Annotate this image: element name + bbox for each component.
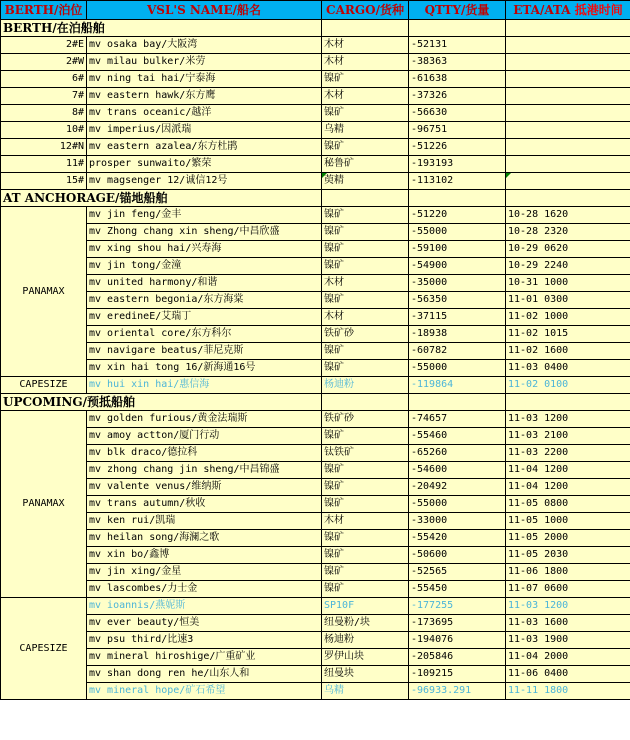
section-label: UPCOMING/预抵船舶	[1, 394, 322, 411]
cargo-cell: 萸精	[322, 173, 409, 190]
header-vessel: VSL'S NAME/船名	[87, 1, 322, 20]
vessel-cell: mv golden furious/黄金法瑞斯	[87, 411, 322, 428]
table-row	[1, 139, 630, 156]
cargo-cell: 罗伊山块	[322, 649, 409, 666]
qtty-cell: -205846	[409, 649, 506, 666]
cargo-cell: 镍矿	[322, 139, 409, 156]
table-row	[1, 479, 630, 496]
vessel-cell: mv ever beauty/恒美	[87, 615, 322, 632]
section-row-berth	[1, 20, 630, 37]
vessel-cell: mv ning tai hai/宁泰海	[87, 71, 322, 88]
group-label: CAPESIZE	[1, 598, 87, 700]
table-row	[1, 581, 630, 598]
section-label: BERTH/在泊船舶	[1, 20, 322, 37]
table-row	[1, 105, 630, 122]
cargo-cell: 镍矿	[322, 71, 409, 88]
vessel-cell: mv mineral hope/矿石希望	[87, 683, 322, 700]
empty-cell	[409, 190, 506, 207]
table-row	[1, 173, 630, 190]
cargo-cell: 乌精	[322, 122, 409, 139]
eta-cell	[506, 156, 630, 173]
eta-cell: 11-05 2000	[506, 530, 630, 547]
table-row	[1, 428, 630, 445]
vessel-cell: mv milau bulker/米劳	[87, 54, 322, 71]
vessel-cell: mv navigare beatus/菲尼克斯	[87, 343, 322, 360]
cargo-cell: 镍矿	[322, 428, 409, 445]
qtty-cell: -61638	[409, 71, 506, 88]
cargo-cell: 镍矿	[322, 581, 409, 598]
table-row	[1, 37, 630, 54]
eta-cell: 11-05 1000	[506, 513, 630, 530]
cargo-cell: 镍矿	[322, 530, 409, 547]
qtty-cell: -54600	[409, 462, 506, 479]
eta-cell: 11-05 2030	[506, 547, 630, 564]
table-row	[1, 241, 630, 258]
eta-cell	[506, 122, 630, 139]
qtty-cell: -54900	[409, 258, 506, 275]
eta-cell	[506, 88, 630, 105]
berth-cell: 7#	[1, 88, 87, 105]
table-row	[1, 207, 630, 224]
qtty-cell: -60782	[409, 343, 506, 360]
vessel-cell: mv imperius/因派瑞	[87, 122, 322, 139]
cargo-cell: 镍矿	[322, 479, 409, 496]
eta-cell: 11-02 1000	[506, 309, 630, 326]
table-row	[1, 615, 630, 632]
eta-cell: 11-04 2000	[506, 649, 630, 666]
table-row	[1, 547, 630, 564]
cargo-cell: 木材	[322, 513, 409, 530]
table-row	[1, 258, 630, 275]
qtty-cell: -55450	[409, 581, 506, 598]
eta-cell: 11-02 0100	[506, 377, 630, 394]
qtty-cell: -109215	[409, 666, 506, 683]
eta-cell: 11-06 0400	[506, 666, 630, 683]
qtty-cell: -50600	[409, 547, 506, 564]
group-label: CAPESIZE	[1, 377, 87, 394]
cargo-cell: 杨迪粉	[322, 377, 409, 394]
header-cargo: CARGO/货种	[322, 1, 409, 20]
eta-cell: 11-02 1600	[506, 343, 630, 360]
cargo-cell: 镍矿	[322, 105, 409, 122]
vessel-cell: mv trans oceanic/越洋	[87, 105, 322, 122]
vessel-cell: mv jin xing/金星	[87, 564, 322, 581]
berth-cell: 2#E	[1, 37, 87, 54]
table-row	[1, 122, 630, 139]
qtty-cell: -20492	[409, 479, 506, 496]
table-row	[1, 564, 630, 581]
table-row	[1, 462, 630, 479]
qtty-cell: -38363	[409, 54, 506, 71]
qtty-cell: -56350	[409, 292, 506, 309]
qtty-cell: -37115	[409, 309, 506, 326]
cargo-cell: 木材	[322, 37, 409, 54]
group-label: PANAMAX	[1, 411, 87, 598]
vessel-cell: mv amoy actton/厦门行动	[87, 428, 322, 445]
vessel-cell: mv valente venus/维纳斯	[87, 479, 322, 496]
eta-cell: 11-01 0300	[506, 292, 630, 309]
vessel-cell: mv trans autumn/秋收	[87, 496, 322, 513]
qtty-cell: -113102	[409, 173, 506, 190]
eta-cell: 11-03 0400	[506, 360, 630, 377]
table-row	[1, 666, 630, 683]
eta-cell: 11-03 2200	[506, 445, 630, 462]
eta-cell: 10-29 2240	[506, 258, 630, 275]
table-row	[1, 411, 630, 428]
eta-cell: 11-03 1900	[506, 632, 630, 649]
table-row	[1, 88, 630, 105]
section-row-upcoming	[1, 394, 630, 411]
table-row	[1, 224, 630, 241]
cargo-cell: 铁矿砂	[322, 326, 409, 343]
cargo-cell: 纽曼粉/块	[322, 615, 409, 632]
qtty-cell: -173695	[409, 615, 506, 632]
cargo-cell: 杨迪粉	[322, 632, 409, 649]
vessel-cell: mv jin tong/金潼	[87, 258, 322, 275]
cargo-cell: 秘鲁矿	[322, 156, 409, 173]
qtty-cell: -96751	[409, 122, 506, 139]
table-row	[1, 377, 630, 394]
vessel-cell: mv mineral hiroshige/广重矿业	[87, 649, 322, 666]
eta-cell: 11-04 1200	[506, 462, 630, 479]
eta-cell: 11-03 1200	[506, 411, 630, 428]
vessel-cell: mv eastern azalea/东方杜鹃	[87, 139, 322, 156]
cargo-cell: 木材	[322, 275, 409, 292]
cargo-cell: 镍矿	[322, 207, 409, 224]
cargo-cell: 镍矿	[322, 496, 409, 513]
cargo-cell: 镍矿	[322, 564, 409, 581]
vessel-cell: mv eredineE/艾瑞丁	[87, 309, 322, 326]
table-row	[1, 683, 630, 700]
vessel-cell: mv xing shou hai/兴寿海	[87, 241, 322, 258]
vessel-cell: mv ioannis/燕妮斯	[87, 598, 322, 615]
qtty-cell: -52565	[409, 564, 506, 581]
eta-cell	[506, 71, 630, 88]
empty-cell	[506, 20, 630, 37]
qtty-cell: -194076	[409, 632, 506, 649]
eta-cell: 10-31 1000	[506, 275, 630, 292]
eta-cell: 11-07 0600	[506, 581, 630, 598]
qtty-cell: -51220	[409, 207, 506, 224]
empty-cell	[322, 394, 409, 411]
header-eta	[506, 1, 630, 20]
table-row	[1, 496, 630, 513]
eta-cell: 11-06 1800	[506, 564, 630, 581]
qtty-cell: -35000	[409, 275, 506, 292]
berth-cell: 15#	[1, 173, 87, 190]
eta-cell: 11-03 1600	[506, 615, 630, 632]
vessel-cell: mv eastern begonia/东方海棠	[87, 292, 322, 309]
eta-cell: 11-03 1200	[506, 598, 630, 615]
table-row	[1, 292, 630, 309]
qtty-cell: -96933.291	[409, 683, 506, 700]
vessel-cell: mv oriental core/东方科尔	[87, 326, 322, 343]
berth-cell: 11#	[1, 156, 87, 173]
eta-cell: 10-28 2320	[506, 224, 630, 241]
cargo-cell: 镍矿	[322, 343, 409, 360]
vessel-cell: mv xin bo/鑫博	[87, 547, 322, 564]
vessel-cell: mv psu third/比速3	[87, 632, 322, 649]
empty-cell	[409, 394, 506, 411]
qtty-cell: -119864	[409, 377, 506, 394]
table-row	[1, 632, 630, 649]
qtty-cell: -52131	[409, 37, 506, 54]
cargo-cell: 钛铁矿	[322, 445, 409, 462]
table-row	[1, 343, 630, 360]
cargo-cell: 镍矿	[322, 224, 409, 241]
table-row	[1, 649, 630, 666]
vessel-cell: mv shan dong ren he/山东人和	[87, 666, 322, 683]
cargo-cell: SP10F	[322, 598, 409, 615]
group-label: PANAMAX	[1, 207, 87, 377]
section-row-anchorage	[1, 190, 630, 207]
cargo-cell: 镍矿	[322, 360, 409, 377]
header-row	[1, 1, 630, 20]
qtty-cell: -55000	[409, 496, 506, 513]
qtty-cell: -55000	[409, 224, 506, 241]
eta-cell	[506, 37, 630, 54]
vessel-cell: mv osaka bay/大阪湾	[87, 37, 322, 54]
qtty-cell: -55420	[409, 530, 506, 547]
eta-cell: 11-03 2100	[506, 428, 630, 445]
table-row	[1, 156, 630, 173]
empty-cell	[506, 190, 630, 207]
cargo-cell: 铁矿砂	[322, 411, 409, 428]
cargo-cell: 木材	[322, 54, 409, 71]
cargo-cell: 镍矿	[322, 462, 409, 479]
cargo-cell: 镍矿	[322, 547, 409, 564]
cargo-cell: 木材	[322, 309, 409, 326]
table-row	[1, 309, 630, 326]
empty-cell	[322, 20, 409, 37]
vessel-cell: mv lascombes/力士金	[87, 581, 322, 598]
table-row	[1, 54, 630, 71]
table-row	[1, 530, 630, 547]
qtty-cell: -59100	[409, 241, 506, 258]
cargo-cell: 纽曼块	[322, 666, 409, 683]
vessel-cell: mv united harmony/和谐	[87, 275, 322, 292]
header-berth: BERTH/泊位	[1, 1, 87, 20]
table-row	[1, 513, 630, 530]
qtty-cell: -55460	[409, 428, 506, 445]
vessel-cell: mv Zhong chang xin sheng/中昌欣盛	[87, 224, 322, 241]
berth-cell: 12#N	[1, 139, 87, 156]
vessel-cell: mv heilan song/海澜之歌	[87, 530, 322, 547]
header-eta-extra: 抵港时间	[574, 3, 623, 17]
qtty-cell: -55000	[409, 360, 506, 377]
cargo-cell: 镍矿	[322, 241, 409, 258]
eta-cell	[506, 139, 630, 156]
berth-cell: 8#	[1, 105, 87, 122]
eta-cell: 11-11 1800	[506, 683, 630, 700]
vessel-cell: mv hui xin hai/惠信海	[87, 377, 322, 394]
vessel-cell: prosper sunwaito/繁荣	[87, 156, 322, 173]
table-row	[1, 360, 630, 377]
berth-cell: 10#	[1, 122, 87, 139]
eta-cell: 11-02 1015	[506, 326, 630, 343]
header-eta-label: ETA/ATA	[513, 3, 571, 17]
eta-cell	[506, 54, 630, 71]
vessel-cell: mv zhong chang jin sheng/中昌锦盛	[87, 462, 322, 479]
vessel-cell: mv xin hai tong 16/新海通16号	[87, 360, 322, 377]
eta-cell: 10-28 1620	[506, 207, 630, 224]
cargo-cell: 木材	[322, 88, 409, 105]
qtty-cell: -65260	[409, 445, 506, 462]
vessel-cell: mv ken rui/凯瑞	[87, 513, 322, 530]
vessel-cell: mv blk draco/德拉科	[87, 445, 322, 462]
eta-cell: 11-04 1200	[506, 479, 630, 496]
table-row	[1, 326, 630, 343]
table-row	[1, 275, 630, 292]
empty-cell	[322, 190, 409, 207]
qtty-cell: -193193	[409, 156, 506, 173]
berth-cell: 2#W	[1, 54, 87, 71]
cargo-cell: 乌精	[322, 683, 409, 700]
section-label: AT ANCHORAGE/锚地船舶	[1, 190, 322, 207]
eta-cell: 11-05 0800	[506, 496, 630, 513]
qtty-cell: -56630	[409, 105, 506, 122]
vessel-cell: mv magsenger 12/诚信12号	[87, 173, 322, 190]
empty-cell	[409, 20, 506, 37]
header-qtty: QTTY/货量	[409, 1, 506, 20]
table-row	[1, 71, 630, 88]
cargo-cell: 镍矿	[322, 258, 409, 275]
table-row	[1, 445, 630, 462]
berth-cell: 6#	[1, 71, 87, 88]
qtty-cell: -18938	[409, 326, 506, 343]
qtty-cell: -51226	[409, 139, 506, 156]
eta-cell	[506, 173, 630, 190]
vessel-cell: mv eastern hawk/东方鹰	[87, 88, 322, 105]
qtty-cell: -177255	[409, 598, 506, 615]
qtty-cell: -74657	[409, 411, 506, 428]
eta-cell: 10-29 0620	[506, 241, 630, 258]
cargo-cell: 镍矿	[322, 292, 409, 309]
vessel-cell: mv jin feng/金丰	[87, 207, 322, 224]
empty-cell	[506, 394, 630, 411]
table-row	[1, 598, 630, 615]
eta-cell	[506, 105, 630, 122]
qtty-cell: -33000	[409, 513, 506, 530]
qtty-cell: -37326	[409, 88, 506, 105]
